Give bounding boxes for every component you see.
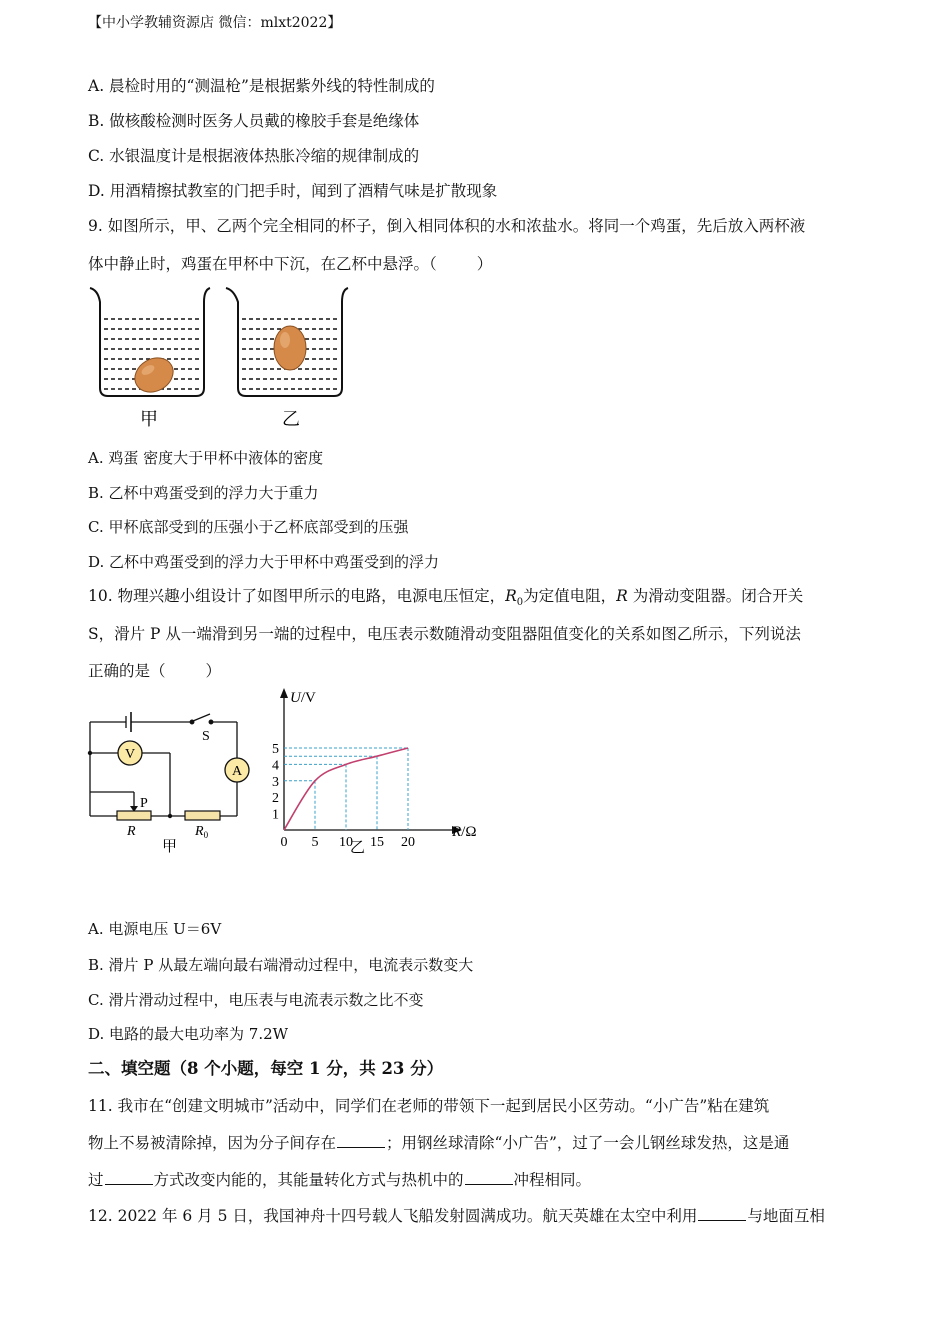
slider-label: P [140, 796, 148, 811]
y-tick-label: 5 [272, 742, 279, 757]
y-tick-label: 1 [272, 807, 279, 823]
x-tick-label: 10 [339, 835, 353, 850]
q11-blank-3[interactable] [465, 1170, 513, 1185]
rheostat-r [117, 811, 151, 820]
q11-stem-line1: 11. 我市在“创建文明城市”活动中，同学们在老师的带领下一起到居民小区劳动。“小广告”粘在建筑 [88, 1097, 770, 1115]
y-tick-label: 4 [272, 758, 279, 774]
q11-stem-line3: 过 方式改变内能的，其能量转化方式与热机中的 冲程相同。 [88, 1171, 592, 1189]
switch-label: S [202, 729, 210, 744]
y-tick-label: 2 [272, 791, 279, 807]
y-axis-arrow-icon [280, 688, 288, 698]
beaker-jia [90, 288, 210, 399]
q10-circuit-diagram [80, 706, 260, 856]
q9-beakers-figure [84, 282, 354, 432]
x-tick-label: 15 [370, 835, 384, 850]
q10-option-a: A. 电源电压 U＝6V [88, 920, 222, 938]
q10-option-b: B. 滑片 P 从最左端向最右端滑动过程中，电流表示数变大 [88, 956, 474, 974]
q8-option-c: C. 水银温度计是根据液体热胀冷缩的规律制成的 [88, 147, 420, 165]
q10-option-d: D. 电路的最大电功率为 7.2W [88, 1025, 289, 1043]
section2-title: 二、填空题（8 个小题，每空 1 分，共 23 分） [88, 1059, 444, 1078]
x-tick-label: 0 [280, 835, 288, 850]
q9-option-b: B. 乙杯中鸡蛋受到的浮力大于重力 [88, 484, 319, 502]
q10-stem-line1: 10. 物理兴趣小组设计了如图甲所示的电路，电源电压恒定，$R_0$为定值电阻，R 为滑动变阻器。闭合开关 [88, 587, 804, 609]
q10-ur-chart [266, 686, 496, 858]
q9-option-d: D. 乙杯中鸡蛋受到的浮力大于甲杯中鸡蛋受到的浮力 [88, 553, 440, 571]
resistor-label: $R_0$ [195, 824, 209, 840]
beaker-yi [226, 288, 348, 396]
y-axis-label: U/V [290, 690, 316, 706]
q12-blank-1[interactable] [698, 1206, 746, 1221]
q9-option-a: A. 鸡蛋 密度大于甲杯中液体的密度 [88, 449, 324, 467]
circuit-caption: 甲 [162, 839, 178, 855]
q9-stem-line2: 体中静止时，鸡蛋在甲杯中下沉，在乙杯中悬浮。（ ） [88, 255, 493, 273]
q11-blank-1[interactable] [337, 1133, 385, 1148]
x-axis-label: R/Ω [452, 824, 477, 840]
q8-option-a: A. 晨检时用的“测温枪”是根据紫外线的特性制成的 [88, 77, 435, 95]
q8-option-b: B. 做核酸检测时医务人员戴的橡胶手套是绝缘体 [88, 112, 420, 130]
y-tick-label: 3 [272, 774, 279, 790]
beaker-yi-label: 乙 [282, 409, 300, 429]
q10-stem-line3: 正确的是（ ） [88, 662, 222, 680]
rheostat-label: R [127, 824, 136, 839]
resistor-r0 [185, 811, 220, 820]
x-tick-label: 5 [311, 835, 319, 850]
voltmeter-label: V [124, 747, 136, 762]
header-banner: 【中小学教辅资源店 微信：mlxt2022】 [88, 15, 342, 31]
beaker-jia-label: 甲 [140, 409, 158, 429]
q9-stem-line1: 9. 如图所示，甲、乙两个完全相同的杯子，倒入相同体积的水和浓盐水。将同一个鸡蛋，先后放入两杯液 [88, 217, 806, 235]
q12-stem-line1: 12. 2022 年 6 月 5 日，我国神舟十四号载人飞船发射圆满成功。航天英雄在太空中利用 与地面互相 [88, 1207, 825, 1225]
x-tick-label: 20 [401, 835, 415, 850]
chart-caption: 乙 [350, 840, 366, 856]
q11-blank-2[interactable] [105, 1170, 153, 1185]
ur-curve [284, 748, 408, 830]
q10-stem-line2: S，滑片 P 从一端滑到另一端的过程中，电压表示数随滑动变阻器阻值变化的关系如图乙所示，下列说法 [88, 625, 801, 643]
q8-option-d: D. 用酒精擦拭教室的门把手时，闻到了酒精气味是扩散现象 [88, 182, 498, 200]
ammeter-label: A [231, 764, 243, 779]
q11-stem-line2: 物上不易被清除掉，因为分子间存在 ；用钢丝球清除“小广告”，过了一会儿钢丝球发热，这是通 [88, 1134, 790, 1152]
q10-option-c: C. 滑片滑动过程中，电压表与电流表示数之比不变 [88, 991, 424, 1009]
q9-option-c: C. 甲杯底部受到的压强小于乙杯底部受到的压强 [88, 518, 409, 536]
